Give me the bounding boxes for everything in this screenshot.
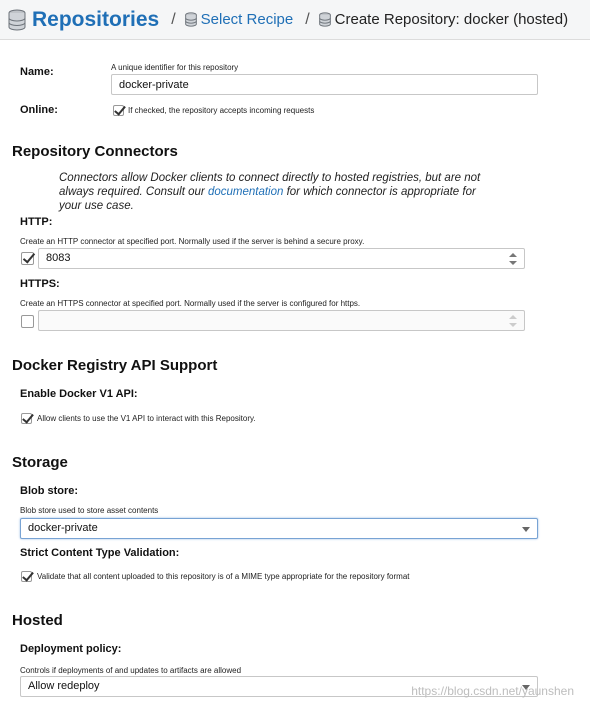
database-icon — [185, 12, 197, 27]
blob-store-value: docker-private — [28, 522, 98, 534]
docker-v1-label: Enable Docker V1 API: — [20, 388, 138, 400]
http-label: HTTP: — [20, 216, 53, 228]
database-icon — [8, 9, 26, 31]
database-icon — [319, 12, 331, 27]
deployment-policy-label: Deployment policy: — [20, 643, 122, 655]
docker-v1-checkbox[interactable] — [21, 413, 32, 424]
blob-store-label: Blob store: — [20, 485, 79, 497]
docker-v1-help: Allow clients to use the V1 API to interact with this Repository. — [37, 414, 256, 423]
breadcrumb-repositories[interactable]: Repositories — [32, 7, 160, 31]
breadcrumb-separator: / — [171, 10, 176, 28]
http-checkbox[interactable] — [21, 252, 34, 265]
https-port-input[interactable] — [38, 310, 525, 331]
strict-validation-checkbox[interactable] — [21, 571, 32, 582]
deployment-policy-value: Allow redeploy — [28, 680, 100, 692]
docker-api-title: Docker Registry API Support — [12, 357, 218, 374]
hosted-title: Hosted — [12, 612, 63, 629]
online-checkbox[interactable] — [113, 105, 124, 116]
watermark: https://blog.csdn.net/yaunshen — [411, 684, 574, 698]
https-help: Create an HTTPS connector at specified port. Normally used if the server is configured for https. — [20, 299, 361, 308]
strict-validation-label: Strict Content Type Validation: — [20, 547, 180, 559]
connectors-title: Repository Connectors — [12, 143, 178, 160]
breadcrumb-header — [0, 0, 590, 40]
blob-store-select[interactable] — [20, 518, 538, 539]
https-label: HTTPS: — [20, 278, 60, 290]
name-help: A unique identifier for this repository — [111, 63, 239, 72]
storage-title: Storage — [12, 454, 68, 471]
https-checkbox[interactable] — [21, 315, 34, 328]
spinner-icon[interactable] — [509, 252, 518, 266]
online-help: If checked, the repository accepts incoming requests — [128, 106, 315, 115]
name-input[interactable] — [111, 74, 538, 95]
http-port-value: 8083 — [46, 252, 71, 264]
breadcrumb-current: Create Repository: docker (hosted) — [334, 11, 569, 28]
breadcrumb-select-recipe[interactable]: Select Recipe — [200, 11, 294, 28]
connectors-description — [59, 171, 499, 213]
http-port-input[interactable] — [38, 248, 525, 269]
deployment-policy-help: Controls if deployments of and updates to artifacts are allowed — [20, 666, 242, 675]
name-label: Name: — [20, 66, 54, 78]
connectors-description-text: for which connector is appropriate for your use case. — [59, 186, 476, 212]
spinner-icon[interactable] — [509, 314, 518, 328]
documentation-link[interactable]: documentation — [207, 186, 284, 198]
connectors-description-text: Connectors allow Docker clients to connect directly to hosted registries, but are not always required. Consult our — [59, 172, 481, 198]
blob-store-help: Blob store used to store asset contents — [20, 506, 159, 515]
chevron-down-icon — [522, 527, 530, 532]
breadcrumb-separator: / — [305, 10, 310, 28]
http-help: Create an HTTP connector at specified port. Normally used if the server is behind a secure proxy. — [20, 237, 365, 246]
strict-validation-help: Validate that all content uploaded to this repository is of a MIME type appropriate for the repository format — [37, 572, 410, 581]
online-label: Online: — [20, 104, 58, 116]
